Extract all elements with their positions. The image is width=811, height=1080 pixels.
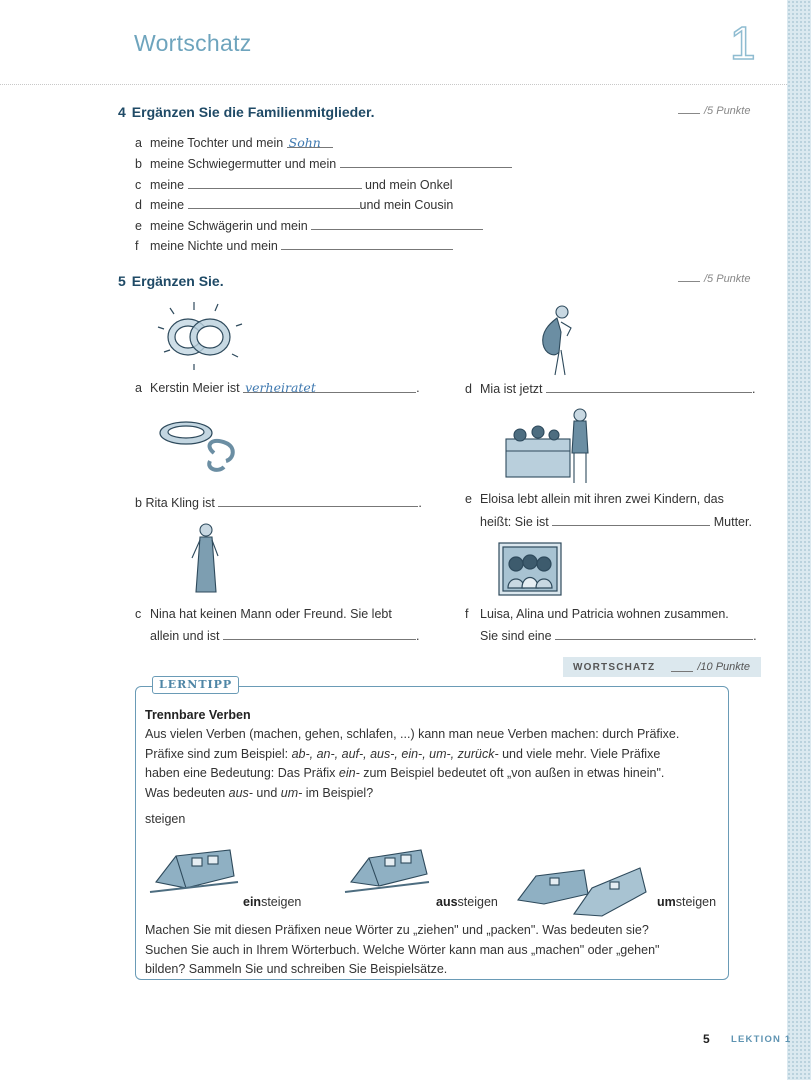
lerntipp-line: Suchen Sie auch in Ihrem Wörterbuch. Welche Wörter kann man aus „machen" oder „gehen" (145, 942, 660, 957)
item-text-after: und mein Cousin (359, 198, 454, 212)
handwritten-answer: Sohn (288, 135, 321, 150)
task5-item-e-line2 (480, 513, 752, 529)
task5-number: 5 (118, 273, 126, 289)
task4-item-f (135, 237, 453, 253)
handwritten-answer: verheiratet (245, 380, 316, 395)
answer-field-4a[interactable] (287, 135, 333, 148)
verb-umsteigen: umsteigen (657, 895, 717, 909)
item-end: . (416, 381, 420, 395)
item-text: Eloisa lebt allein mit ihren zwei Kindern, das (480, 492, 724, 506)
item-text: meine Nichte und mein (150, 239, 278, 253)
task4-points-blank[interactable] (678, 105, 700, 114)
single-woman-illustration (186, 520, 226, 598)
task5-item-c-line1 (135, 607, 392, 621)
task5-item-e-line1 (465, 492, 724, 506)
item-text-after: Mutter. (713, 515, 752, 529)
verb-aussteigen: aussteigen (436, 895, 498, 909)
prefix-ein: ein- (338, 766, 360, 780)
item-end: . (418, 496, 422, 510)
task5-points-label: /5 Punkte (704, 273, 751, 285)
item-end: . (752, 382, 756, 396)
page-title: Wortschatz (134, 30, 252, 56)
task5-item-b (135, 494, 422, 510)
prefix-aus: aus- (228, 785, 253, 800)
item-letter: e (135, 219, 142, 233)
answer-field-5e[interactable] (552, 513, 710, 526)
task5-points-blank[interactable] (678, 273, 700, 282)
answer-field-4f[interactable] (281, 237, 453, 250)
item-letter: c (135, 178, 142, 192)
item-text: Luisa, Alina und Patricia wohnen zusammen. (480, 607, 729, 621)
answer-field-5d[interactable] (546, 380, 752, 393)
flatshare-photo-illustration (498, 542, 562, 596)
task4-points-label: /5 Punkte (704, 105, 751, 117)
lesson-number: 1 (730, 17, 756, 69)
lerntipp-paragraph (145, 725, 723, 803)
answer-field-4c[interactable] (188, 176, 362, 189)
answer-field-4b[interactable] (340, 155, 512, 168)
footer-lesson: LEKTION 1 (731, 1034, 792, 1045)
lerntipp-line: Präfixe sind zum Beispiel: ab-, an-, auf-, aus-, ein-, um-, zurück- und viele mehr. Viele Präfixe (145, 746, 661, 761)
item-text: Rita Kling ist (145, 496, 215, 510)
task5-heading (118, 273, 224, 289)
item-text: allein und ist (150, 629, 220, 643)
item-letter: b (135, 157, 142, 171)
task4-points (678, 105, 750, 117)
item-text: heißt: Sie ist (480, 515, 549, 529)
item-end: . (415, 629, 420, 643)
lerntipp-line: Machen Sie mit diesen Präfixen neue Wörter zu „ziehen" und „packen". Was bedeuten sie? (145, 923, 649, 937)
item-text: meine Schwägerin und mein (150, 219, 308, 233)
task5-points (678, 273, 750, 285)
task5-title: Ergänzen Sie. (131, 273, 224, 289)
item-letter: d (135, 198, 142, 212)
prefix-um: um- (280, 785, 303, 800)
item-letter: b (135, 496, 142, 510)
wortschatz-total-points (563, 657, 761, 677)
base-verb: steigen (145, 812, 186, 826)
item-text: meine (150, 178, 185, 192)
lerntipp-tag: LERNTIPP (152, 676, 239, 694)
lerntipp-task (145, 921, 725, 980)
task5-item-f-line2 (480, 627, 757, 643)
lerntipp-line: bilden? Sammeln Sie und schreiben Sie Beispielsätze. (145, 962, 448, 976)
answer-field-5a[interactable] (243, 380, 416, 393)
pregnant-woman-illustration (525, 302, 585, 378)
broken-rings-illustration (152, 415, 252, 475)
task4-item-d (135, 196, 453, 212)
task4-title: Ergänzen Sie die Familienmitglieder. (131, 104, 375, 120)
item-letter: d (465, 382, 472, 396)
lerntipp-line: Aus vielen Verben (machen, gehen, schlafen, ...) kann man neue Verben machen: durch Präfixe. (145, 727, 680, 741)
item-text: meine Tochter und mein (150, 136, 284, 150)
task4-heading (118, 104, 375, 120)
task4-item-c (135, 176, 453, 192)
item-letter: e (465, 492, 472, 506)
lerntipp-title: Trennbare Verben (145, 708, 251, 722)
item-text: Mia ist jetzt (480, 382, 543, 396)
wedding-rings-illustration (150, 300, 250, 372)
task4-item-a (135, 135, 333, 150)
item-letter: f (465, 607, 469, 621)
item-text: meine Schwiegermutter und mein (150, 157, 337, 171)
summary-points: /10 Punkte (697, 661, 750, 673)
item-letter: a (135, 136, 142, 150)
summary-label: WORTSCHATZ (573, 661, 656, 673)
train-boarding-illustration (146, 842, 242, 900)
item-text: meine (150, 198, 185, 212)
task4-number: 4 (118, 104, 126, 120)
answer-field-4e[interactable] (311, 217, 483, 230)
page-number: 5 (703, 1032, 710, 1046)
train-transfer-illustration (514, 860, 650, 922)
item-text: Nina hat keinen Mann oder Freund. Sie lebt (150, 607, 392, 621)
train-alighting-illustration (343, 842, 433, 900)
item-text: Kerstin Meier ist (150, 381, 240, 395)
task4-item-e (135, 217, 483, 233)
side-stripe (787, 0, 811, 1080)
item-letter: c (135, 607, 142, 621)
answer-field-5c[interactable] (223, 627, 416, 640)
header-divider (0, 84, 787, 85)
answer-field-4d[interactable] (188, 196, 360, 209)
item-text: Sie sind eine (480, 629, 552, 643)
lerntipp-line: Was bedeuten aus- und um- im Beispiel? (145, 785, 374, 800)
item-letter: f (135, 239, 139, 253)
single-mother-illustration (500, 405, 600, 487)
item-text-after: und mein Onkel (365, 178, 453, 192)
task5-item-a (135, 380, 420, 395)
answer-field-5f[interactable] (555, 627, 753, 640)
task5-item-c-line2 (150, 627, 419, 643)
lerntipp-line: haben eine Bedeutung: Das Präfix ein- zum Beispiel bedeutet oft „von außen in etwas hinein". (145, 766, 665, 780)
task4-item-b (135, 155, 512, 171)
task5-item-d (465, 380, 755, 396)
prefix-list: ab-, an-, auf-, aus-, ein-, um-, zurück- (291, 746, 499, 761)
answer-field-5b[interactable] (218, 494, 418, 507)
verb-einsteigen: einsteigen (243, 895, 302, 909)
item-letter: a (135, 381, 142, 395)
task5-item-f-line1 (465, 607, 729, 621)
summary-points-blank[interactable] (671, 663, 693, 672)
item-end: . (753, 629, 757, 643)
